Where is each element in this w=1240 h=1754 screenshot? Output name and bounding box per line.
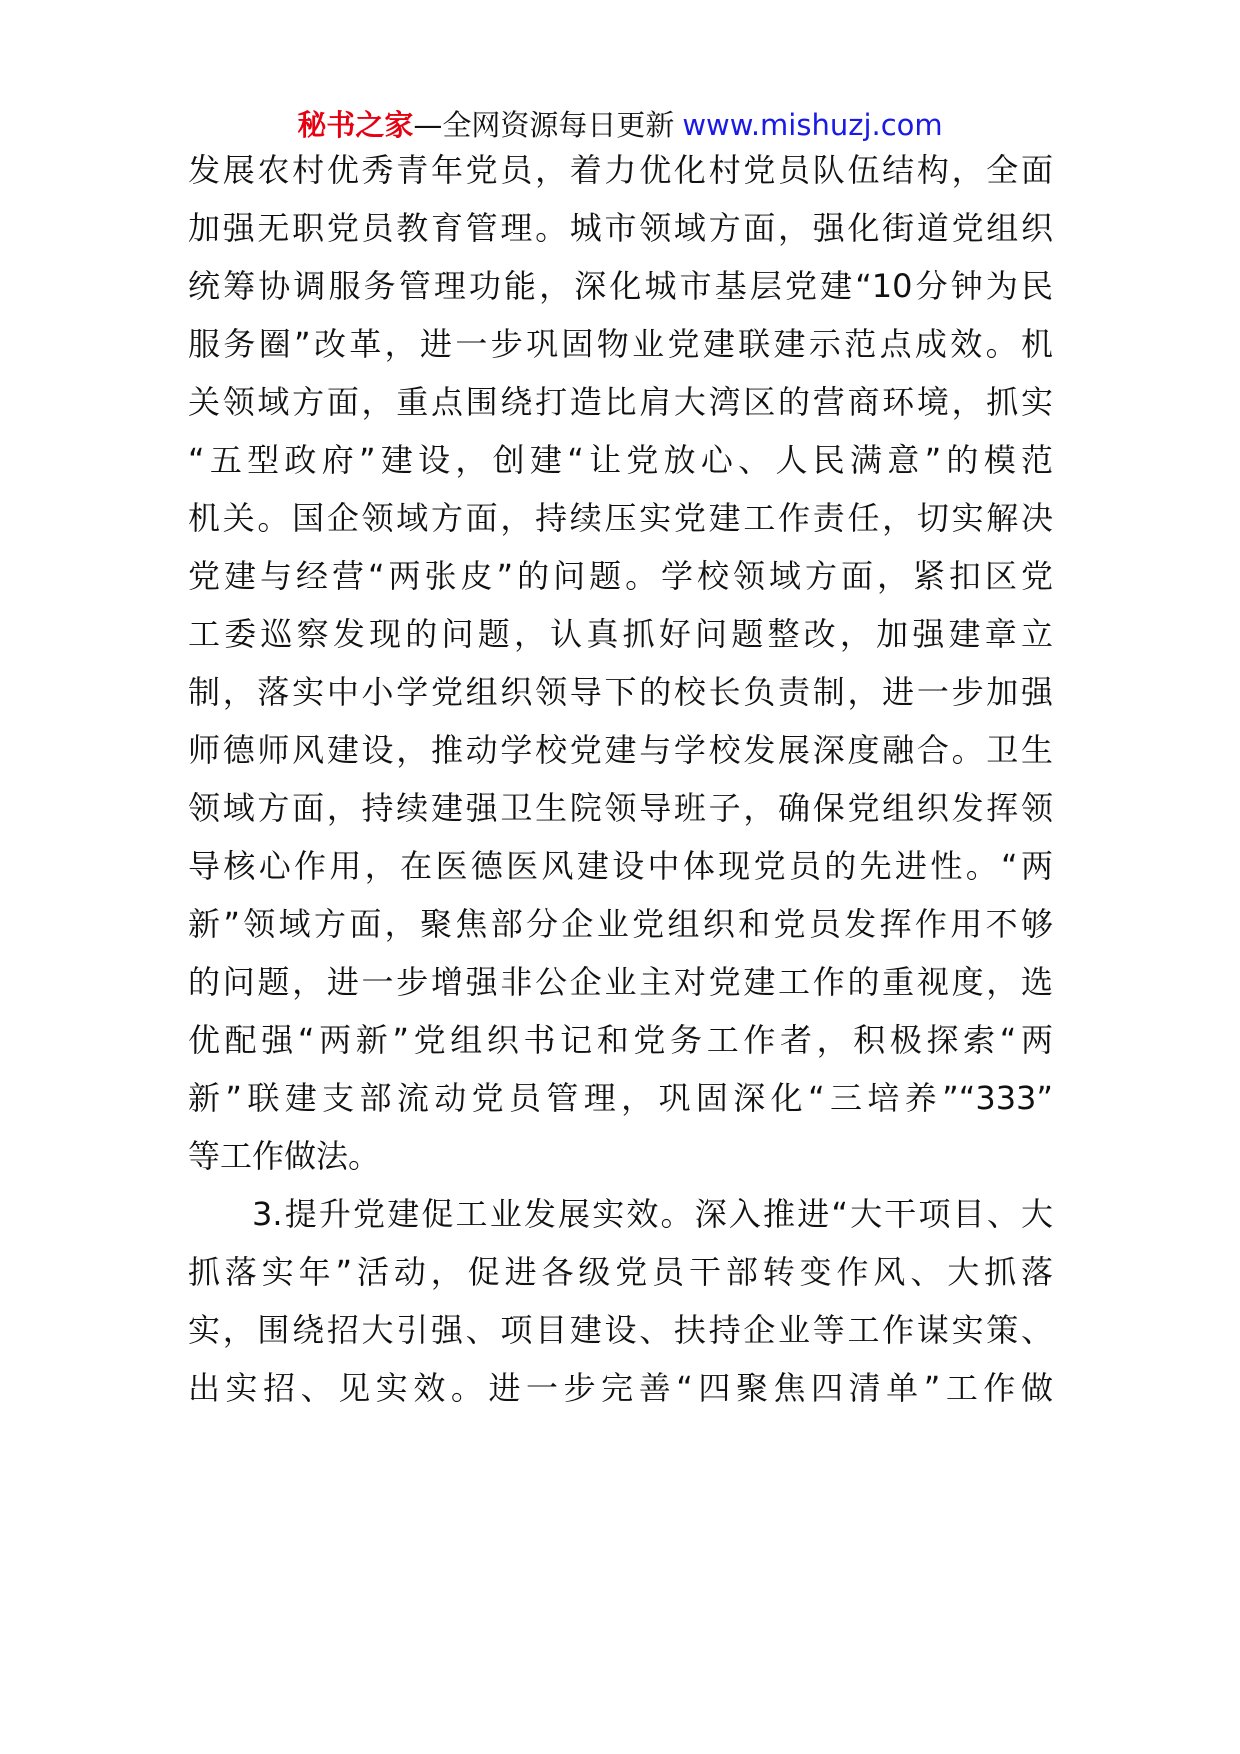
text-line: 领域方面，持续建强卫生院领导班子，确保党组织发挥领 — [188, 789, 1053, 827]
page-header — [0, 100, 1240, 150]
text-line: 机关。国企领域方面，持续压实党建工作责任，切实解决 — [188, 499, 1053, 537]
text-line: 发展农村优秀青年党员，着力优化村党员队伍结构，全面 — [188, 151, 1053, 189]
text-line: 新”联建支部流动党员管理，巩固深化“三培养”“333” — [188, 1079, 1053, 1117]
text-line: 出实招、见实效。进一步完善“四聚焦四清单”工作做 — [188, 1369, 1053, 1407]
text-line: 抓落实年”活动，促进各级党员干部转变作风、大抓落 — [188, 1253, 1053, 1291]
text-line: 党建与经营“两张皮”的问题。学校领域方面，紧扣区党 — [188, 557, 1053, 595]
text-line: 优配强“两新”党组织书记和党务工作者，积极探索“两 — [188, 1021, 1053, 1059]
text-line: 关领域方面，重点围绕打造比肩大湾区的营商环境，抓实 — [188, 383, 1053, 421]
text-line: 新”领域方面，聚焦部分企业党组织和党员发挥作用不够 — [188, 905, 1053, 943]
header-tagline: —全网资源每日更新 — [413, 108, 675, 142]
text-line: 导核心作用，在医德医风建设中体现党员的先进性。“两 — [188, 847, 1053, 885]
text-line: 工委巡察发现的问题，认真抓好问题整改，加强建章立 — [188, 615, 1053, 653]
text-line: 的问题，进一步增强非公企业主对党建工作的重视度，选 — [188, 963, 1053, 1001]
text-line: “五型政府”建设，创建“让党放心、人民满意”的模范 — [188, 441, 1053, 479]
text-line: 实，围绕招大引强、项目建设、扶持企业等工作谋实策、 — [188, 1311, 1053, 1349]
paragraph-heading-line: 3.提升党建促工业发展实效。深入推进“大干项目、大 — [252, 1195, 1053, 1233]
text-line: 制，落实中小学党组织领导下的校长负责制，进一步加强 — [188, 673, 1053, 711]
text-line: 等工作做法。 — [188, 1137, 381, 1175]
website-url[interactable]: www.mishuzj.com — [682, 108, 943, 142]
text-line: 统筹协调服务管理功能，深化城市基层党建“10分钟为民 — [188, 267, 1053, 305]
text-line: 师德师风建设，推动学校党建与学校发展深度融合。卫生 — [188, 731, 1053, 769]
brand-name: 秘书之家 — [297, 108, 414, 142]
text-line: 加强无职党员教育管理。城市领域方面，强化街道党组织 — [188, 209, 1053, 247]
text-line: 服务圈”改革，进一步巩固物业党建联建示范点成效。机 — [188, 325, 1053, 363]
